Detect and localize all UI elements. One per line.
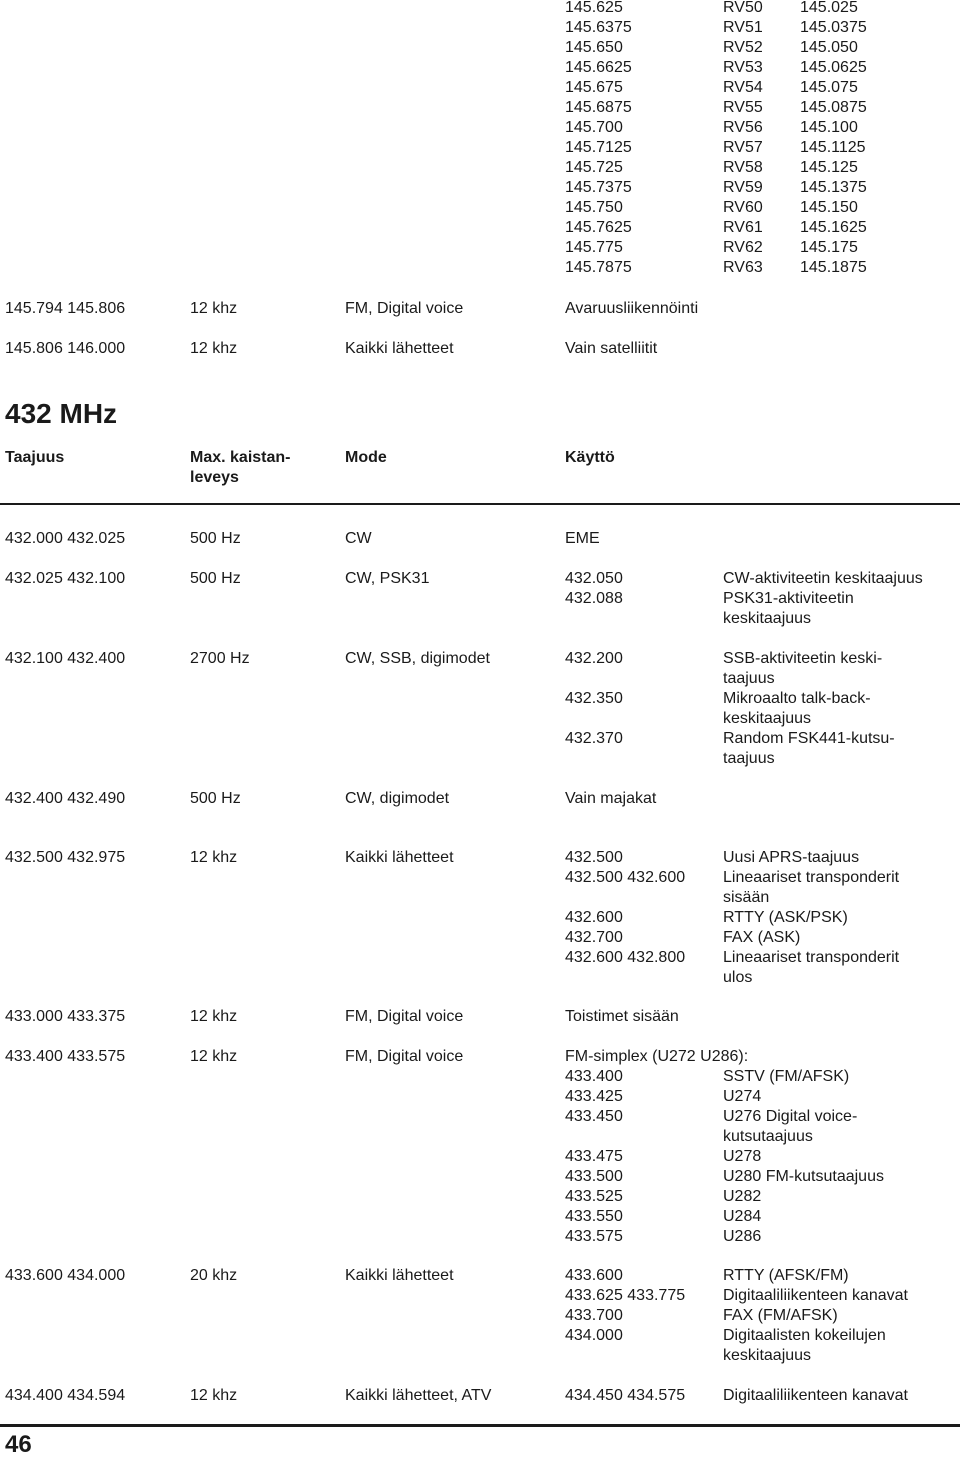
usage: Avaruusliikennöinti bbox=[565, 300, 699, 317]
sub-frequency: 432.500 bbox=[565, 849, 623, 866]
sub-frequency: 433.600 bbox=[565, 1267, 623, 1284]
repeater-freq: 145.6625 bbox=[565, 59, 632, 76]
repeater-channel: RV58 bbox=[723, 159, 763, 176]
sub-description: U278 bbox=[723, 1148, 762, 1165]
header-freq: Taajuus bbox=[5, 449, 65, 466]
repeater-freq: 145.6875 bbox=[565, 99, 632, 116]
sub-frequency: 433.625 433.775 bbox=[565, 1287, 686, 1304]
repeater-offset: 145.1875 bbox=[800, 259, 867, 276]
sub-frequency: 432.600 bbox=[565, 909, 623, 926]
repeater-freq: 145.650 bbox=[565, 39, 623, 56]
sub-frequency: 433.475 bbox=[565, 1148, 623, 1165]
sub-frequency: 434.000 bbox=[565, 1327, 623, 1344]
sub-description: keskitaajuus bbox=[723, 710, 812, 727]
freq-range: 432.400 432.490 bbox=[5, 790, 126, 807]
sub-description: taajuus bbox=[723, 750, 775, 767]
sub-frequency: 432.600 432.800 bbox=[565, 949, 686, 966]
bandwidth: 500 Hz bbox=[190, 790, 241, 807]
bandwidth: 12 khz bbox=[190, 1387, 238, 1404]
bandwidth: 12 khz bbox=[190, 1008, 238, 1025]
sub-frequency: 433.575 bbox=[565, 1228, 623, 1245]
sub-description: Digitaaliliikenteen kanavat bbox=[723, 1387, 908, 1404]
repeater-freq: 145.750 bbox=[565, 199, 623, 216]
sub-description: Lineaariset transponderit bbox=[723, 949, 900, 966]
freq-range: 145.794 145.806 bbox=[5, 300, 126, 317]
sub-description: Lineaariset transponderit bbox=[723, 869, 900, 886]
repeater-channel: RV62 bbox=[723, 239, 763, 256]
sub-description: SSTV (FM/AFSK) bbox=[723, 1068, 850, 1085]
sub-frequency: 432.350 bbox=[565, 690, 623, 707]
repeater-offset: 145.0375 bbox=[800, 19, 867, 36]
sub-frequency: 433.525 bbox=[565, 1188, 623, 1205]
sub-description: U286 bbox=[723, 1228, 762, 1245]
footer-divider bbox=[0, 1424, 960, 1427]
repeater-channel: RV53 bbox=[723, 59, 763, 76]
bandwidth: 12 khz bbox=[190, 849, 238, 866]
sub-description: FAX (ASK) bbox=[723, 929, 801, 946]
repeater-channel: RV52 bbox=[723, 39, 763, 56]
usage: EME bbox=[565, 530, 600, 547]
section-title: 432 MHz bbox=[5, 398, 118, 429]
sub-description: FAX (FM/AFSK) bbox=[723, 1307, 838, 1324]
sub-description: U276 Digital voice- bbox=[723, 1108, 858, 1125]
sub-description: U274 bbox=[723, 1088, 762, 1105]
repeater-channel: RV59 bbox=[723, 179, 763, 196]
repeater-offset: 145.1125 bbox=[800, 139, 866, 156]
repeater-offset: 145.025 bbox=[800, 0, 858, 16]
repeater-freq: 145.700 bbox=[565, 119, 623, 136]
repeater-offset: 145.1375 bbox=[800, 179, 867, 196]
bandwidth: 2700 Hz bbox=[190, 650, 250, 667]
mode: CW bbox=[345, 530, 372, 547]
bandwidth: 20 khz bbox=[190, 1267, 238, 1284]
sub-frequency: 433.500 bbox=[565, 1168, 623, 1185]
header-bandwidth-line2: leveys bbox=[190, 469, 239, 486]
repeater-channel: RV55 bbox=[723, 99, 763, 116]
repeater-offset: 145.1625 bbox=[800, 219, 867, 236]
repeater-channel: RV56 bbox=[723, 119, 763, 136]
sub-description: CW-aktiviteetin keskitaajuus bbox=[723, 570, 923, 587]
sub-description: RTTY (AFSK/FM) bbox=[723, 1267, 849, 1284]
repeater-offset: 145.175 bbox=[800, 239, 858, 256]
freq-range: 433.600 434.000 bbox=[5, 1267, 126, 1284]
mode: Kaikki lähetteet, ATV bbox=[345, 1387, 492, 1404]
repeater-channel: RV60 bbox=[723, 199, 763, 216]
sub-frequency: 432.500 432.600 bbox=[565, 869, 686, 886]
mode: FM, Digital voice bbox=[345, 1008, 464, 1025]
usage: FM-simplex (U272 U286): bbox=[565, 1048, 749, 1065]
mode: Kaikki lähetteet bbox=[345, 849, 454, 866]
sub-frequency: 432.088 bbox=[565, 590, 623, 607]
mode: Kaikki lähetteet bbox=[345, 340, 454, 357]
bandwidth: 12 khz bbox=[190, 300, 238, 317]
sub-description: keskitaajuus bbox=[723, 1347, 812, 1364]
sub-description: Digitaaliliikenteen kanavat bbox=[723, 1287, 908, 1304]
sub-description: keskitaajuus bbox=[723, 610, 812, 627]
sub-frequency: 432.200 bbox=[565, 650, 623, 667]
usage: Toistimet sisään bbox=[565, 1008, 679, 1025]
repeater-freq: 145.7375 bbox=[565, 179, 632, 196]
sub-frequency: 432.700 bbox=[565, 929, 623, 946]
sub-description: RTTY (ASK/PSK) bbox=[723, 909, 848, 926]
header-usage: Käyttö bbox=[565, 449, 615, 466]
sub-frequency: 432.050 bbox=[565, 570, 623, 587]
mode: CW, digimodet bbox=[345, 790, 450, 807]
sub-description: U284 bbox=[723, 1208, 762, 1225]
sub-frequency: 433.700 bbox=[565, 1307, 623, 1324]
sub-frequency: 433.450 bbox=[565, 1108, 623, 1125]
bandwidth: 12 khz bbox=[190, 1048, 238, 1065]
page-number: 46 bbox=[5, 1431, 32, 1458]
header-divider bbox=[0, 503, 960, 505]
sub-description: Random FSK441-kutsu- bbox=[723, 730, 895, 747]
freq-range: 432.100 432.400 bbox=[5, 650, 126, 667]
sub-description: sisään bbox=[723, 889, 770, 906]
repeater-offset: 145.0875 bbox=[800, 99, 867, 116]
freq-range: 434.400 434.594 bbox=[5, 1387, 126, 1404]
repeater-offset: 145.0625 bbox=[800, 59, 867, 76]
sub-frequency: 434.450 434.575 bbox=[565, 1387, 686, 1404]
mode: CW, PSK31 bbox=[345, 570, 430, 587]
header-mode: Mode bbox=[345, 449, 387, 466]
repeater-offset: 145.050 bbox=[800, 39, 858, 56]
repeater-offset: 145.075 bbox=[800, 79, 858, 96]
repeater-channel: RV50 bbox=[723, 0, 763, 16]
freq-range: 432.000 432.025 bbox=[5, 530, 126, 547]
usage: Vain majakat bbox=[565, 790, 657, 807]
mode: CW, SSB, digimodet bbox=[345, 650, 490, 667]
repeater-offset: 145.125 bbox=[800, 159, 858, 176]
freq-range: 145.806 146.000 bbox=[5, 340, 126, 357]
sub-description: Mikroaalto talk-back- bbox=[723, 690, 871, 707]
sub-frequency: 433.550 bbox=[565, 1208, 623, 1225]
repeater-offset: 145.100 bbox=[800, 119, 858, 136]
header-bandwidth-line1: Max. kaistan- bbox=[190, 449, 291, 466]
repeater-channel: RV63 bbox=[723, 259, 763, 276]
freq-range: 433.400 433.575 bbox=[5, 1048, 126, 1065]
sub-description: Digitaalisten kokeilujen bbox=[723, 1327, 886, 1344]
repeater-freq: 145.6375 bbox=[565, 19, 632, 36]
repeater-channel: RV51 bbox=[723, 19, 763, 36]
bandwidth: 500 Hz bbox=[190, 530, 241, 547]
sub-description: SSB-aktiviteetin keski- bbox=[723, 650, 883, 667]
repeater-channel: RV54 bbox=[723, 79, 763, 96]
usage: Vain satelliitit bbox=[565, 340, 658, 357]
mode: FM, Digital voice bbox=[345, 300, 464, 317]
repeater-offset: 145.150 bbox=[800, 199, 858, 216]
repeater-channel: RV57 bbox=[723, 139, 763, 156]
sub-description: PSK31-aktiviteetin bbox=[723, 590, 854, 607]
repeater-freq: 145.675 bbox=[565, 79, 623, 96]
repeater-freq: 145.625 bbox=[565, 0, 623, 16]
sub-description: U280 FM-kutsutaajuus bbox=[723, 1168, 884, 1185]
repeater-freq: 145.7625 bbox=[565, 219, 632, 236]
mode: Kaikki lähetteet bbox=[345, 1267, 454, 1284]
freq-range: 433.000 433.375 bbox=[5, 1008, 126, 1025]
repeater-freq: 145.775 bbox=[565, 239, 623, 256]
repeater-channel: RV61 bbox=[723, 219, 763, 236]
sub-description: kutsutaajuus bbox=[723, 1128, 813, 1145]
bandwidth: 12 khz bbox=[190, 340, 238, 357]
repeater-freq: 145.725 bbox=[565, 159, 623, 176]
sub-description: taajuus bbox=[723, 670, 775, 687]
bandwidth: 500 Hz bbox=[190, 570, 241, 587]
sub-frequency: 433.425 bbox=[565, 1088, 623, 1105]
sub-frequency: 432.370 bbox=[565, 730, 623, 747]
repeater-freq: 145.7125 bbox=[565, 139, 632, 156]
sub-description: U282 bbox=[723, 1188, 762, 1205]
freq-range: 432.500 432.975 bbox=[5, 849, 126, 866]
sub-description: ulos bbox=[723, 969, 753, 986]
mode: FM, Digital voice bbox=[345, 1048, 464, 1065]
sub-description: Uusi APRS-taajuus bbox=[723, 849, 860, 866]
repeater-freq: 145.7875 bbox=[565, 259, 632, 276]
freq-range: 432.025 432.100 bbox=[5, 570, 126, 587]
sub-frequency: 433.400 bbox=[565, 1068, 623, 1085]
